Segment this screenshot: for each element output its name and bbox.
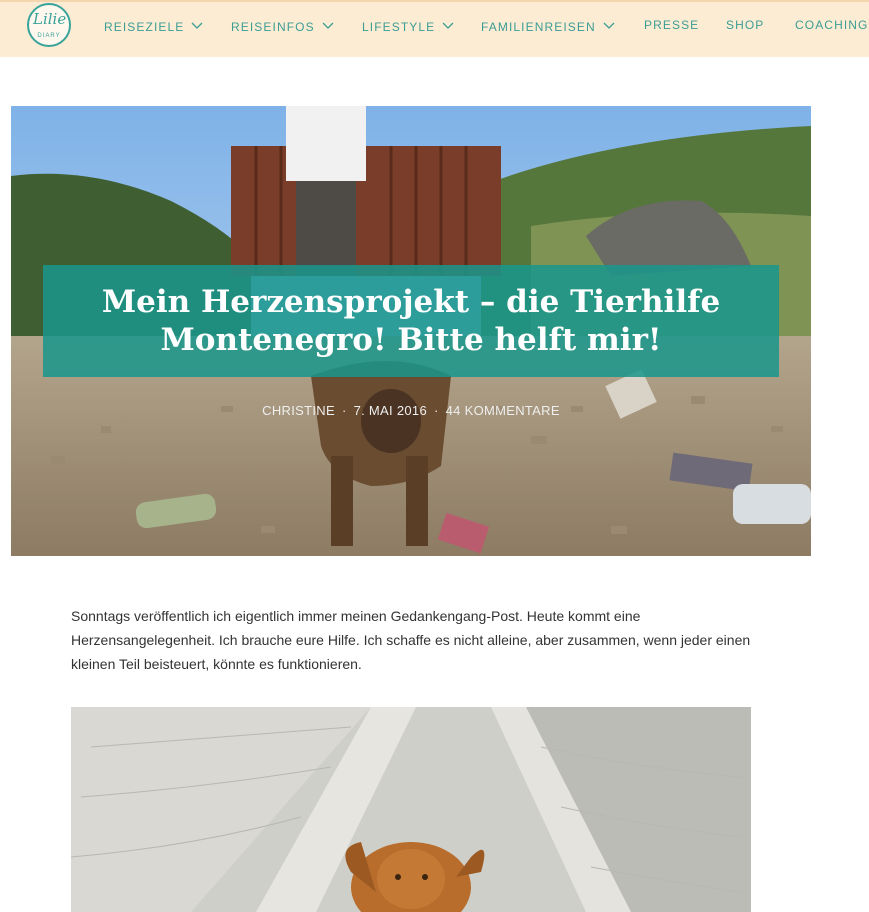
post-title-line-2: Montenegro! Bitte helft mir! xyxy=(160,322,662,358)
nav-item-reiseziele[interactable] xyxy=(104,18,203,34)
nav-item-presse[interactable]: PRESSE xyxy=(644,18,700,32)
chevron-down-icon xyxy=(322,18,334,32)
chevron-down-icon xyxy=(191,18,203,32)
post-meta xyxy=(11,403,811,418)
beach-photo xyxy=(71,707,751,912)
nav-item-coaching[interactable]: COACHING xyxy=(795,18,869,32)
meta-separator: · xyxy=(341,403,347,418)
nav-label: LIFESTYLE xyxy=(362,20,436,34)
post-date[interactable]: 7. MAI 2016 xyxy=(353,403,427,418)
post-title xyxy=(43,283,779,359)
post-title-line-1: Mein Herzensprojekt – die Tierhilfe xyxy=(101,284,721,320)
nav-label: REISEZIELE xyxy=(104,20,185,34)
nav-label: REISEINFOS xyxy=(231,20,315,34)
logo-subtext: DIARY xyxy=(37,33,61,39)
meta-separator: · xyxy=(433,403,439,418)
nav-item-shop[interactable]: SHOP xyxy=(726,18,765,32)
nav-label: FAMILIENREISEN xyxy=(481,20,596,34)
nav-item-lifestyle[interactable] xyxy=(362,18,454,34)
hero-section xyxy=(11,106,811,556)
site-header xyxy=(0,0,869,57)
post-photo-beach-dog xyxy=(71,707,751,912)
chevron-down-icon xyxy=(442,18,454,32)
chevron-down-icon xyxy=(603,18,615,32)
nav-item-familienreisen[interactable] xyxy=(481,18,615,34)
hero-title-box xyxy=(43,265,779,377)
site-logo[interactable] xyxy=(27,3,71,47)
post-author[interactable]: CHRISTINE xyxy=(262,403,335,418)
nav-item-reiseinfos[interactable] xyxy=(231,18,334,34)
post-comments-link[interactable]: 44 KOMMENTARE xyxy=(445,403,560,418)
logo-script: Lilie xyxy=(33,10,67,28)
post-intro-paragraph: Sonntags veröffentlich ich eigentlich immer meinen Gedankengang-Post. Heute kommt eine Herzensangelegenheit. Ich brauche eure Hilfe. Ich schaffe es nicht alleine, aber zusammen, wenn jeder einen kleinen Teil beisteuert, könnte es funktionieren. xyxy=(71,608,751,672)
